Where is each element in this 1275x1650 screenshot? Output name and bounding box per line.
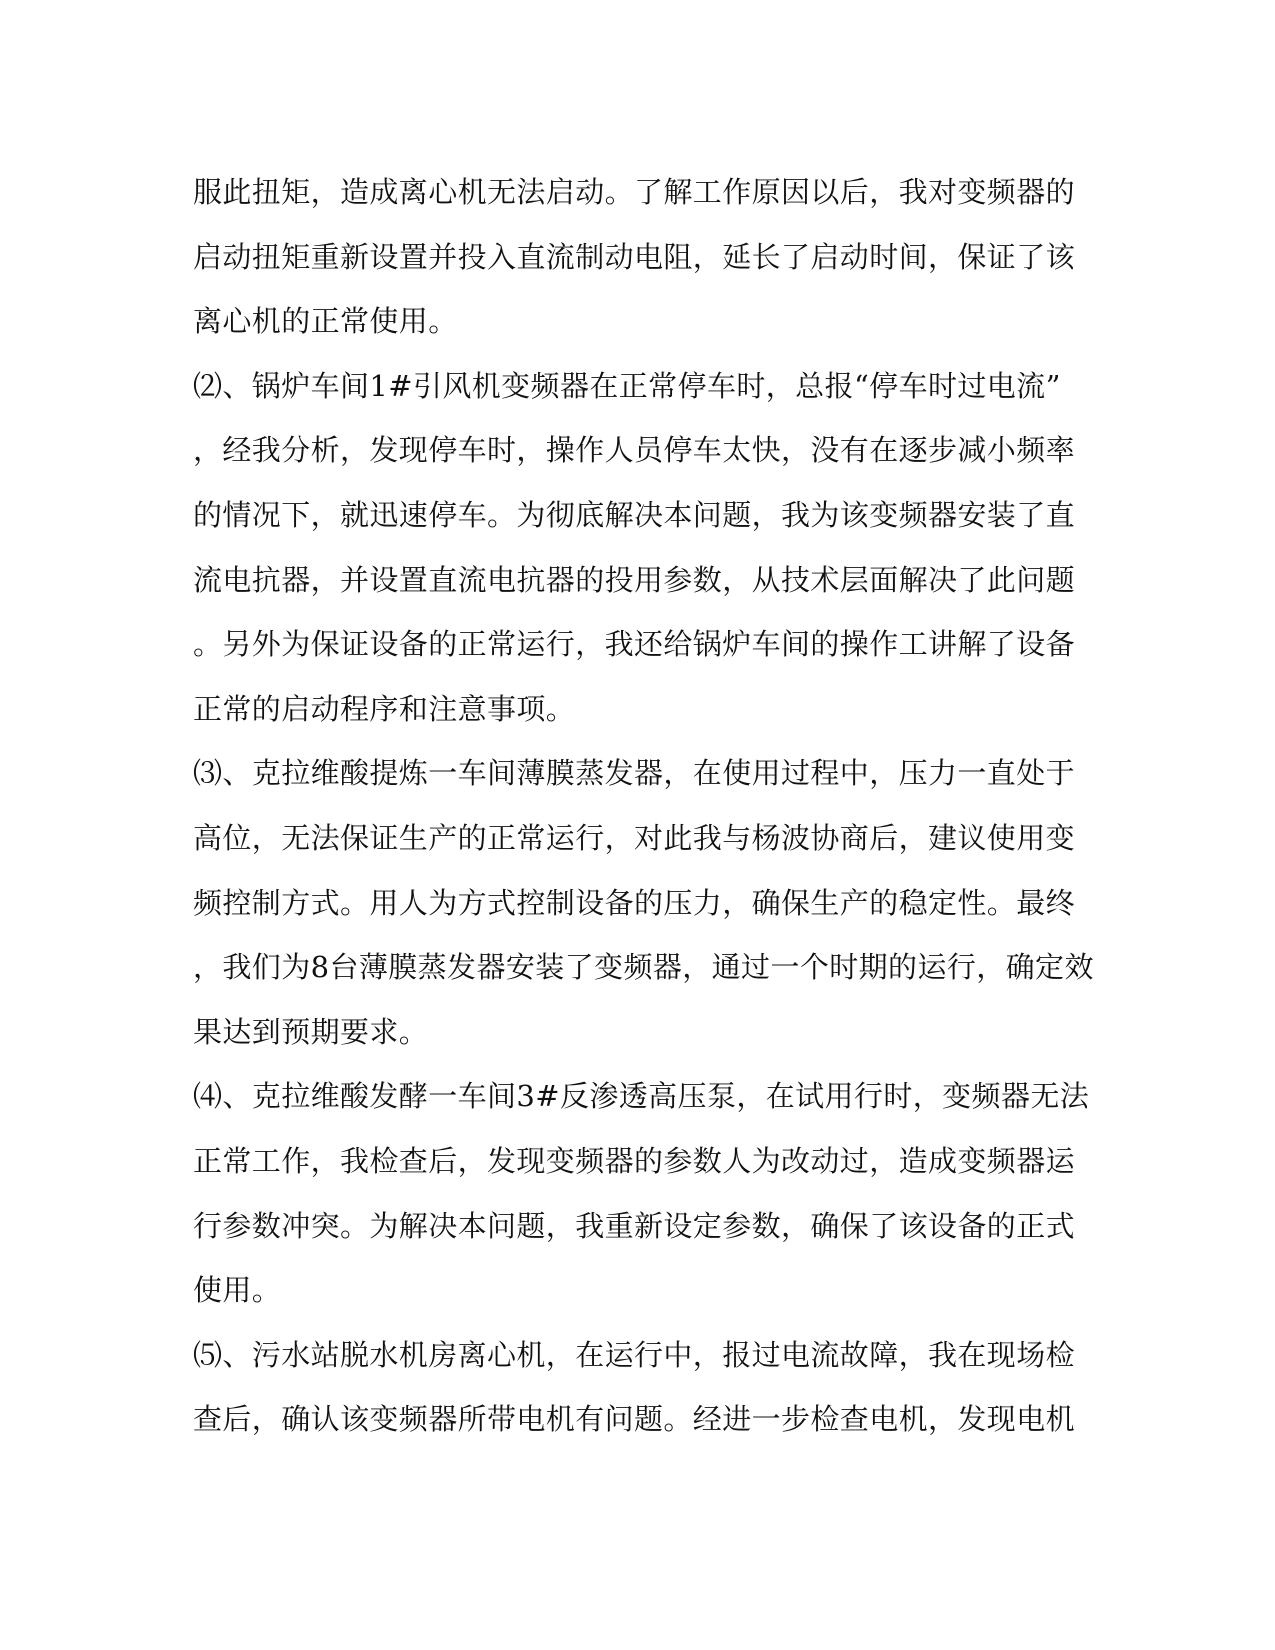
text-line: 。另外为保证设备的正常运行，我还给锅炉车间的操作工讲解了设备 — [193, 627, 1076, 662]
text-line: 使用。 — [193, 1273, 282, 1308]
text-line: 的情况下，就迅速停车。为彻底解决本问题，我为该变频器安装了直 — [193, 497, 1076, 532]
text-line: 流电抗器，并设置直流电抗器的投用参数，从技术层面解决了此问题 — [193, 562, 1076, 597]
text-line: 果达到预期要求。 — [193, 1014, 429, 1049]
document-body — [193, 160, 1093, 1452]
text-line: 行参数冲突。为解决本问题，我重新设定参数，确保了该设备的正式 — [193, 1208, 1076, 1243]
text-line: 启动扭矩重新设置并投入直流制动电阻，延长了启动时间，保证了该 — [193, 239, 1076, 274]
text-line: ，我们为8台薄膜蒸发器安装了变频器，通过一个时期的运行，确定效 — [193, 950, 1094, 985]
text-line: 正常的启动程序和注意事项。 — [193, 691, 576, 726]
text-line: 服此扭矩，造成离心机无法启动。了解工作原因以后，我对变频器的 — [193, 175, 1076, 209]
text-line: 频控制方式。用人为方式控制设备的压力，确保生产的稳定性。最终 — [193, 885, 1076, 920]
text-line: ⑵、锅炉车间1#引风机变频器在正常停车时，总报“停车时过电流” — [193, 368, 1061, 403]
text-line: ，经我分析，发现停车时，操作人员停车太快，没有在逐步减小频率 — [193, 433, 1076, 468]
text-line: ⑶、克拉维酸提炼一车间薄膜蒸发器，在使用过程中，压力一直处于 — [193, 756, 1076, 791]
text-line: ⑷、克拉维酸发酵一车间3#反渗透高压泵，在试用行时，变频器无法 — [193, 1079, 1090, 1114]
text-line: 高位，无法保证生产的正常运行，对此我与杨波协商后，建议使用变 — [193, 820, 1076, 855]
text-line: 查后，确认该变频器所带电机有问题。经进一步检查电机，发现电机 — [193, 1402, 1076, 1437]
text-line: ⑸、污水站脱水机房离心机，在运行中，报过电流故障，我在现场检 — [193, 1337, 1076, 1372]
text-line: 正常工作，我检查后，发现变频器的参数人为改动过，造成变频器运 — [193, 1143, 1076, 1178]
text-line: 离心机的正常使用。 — [193, 304, 458, 339]
